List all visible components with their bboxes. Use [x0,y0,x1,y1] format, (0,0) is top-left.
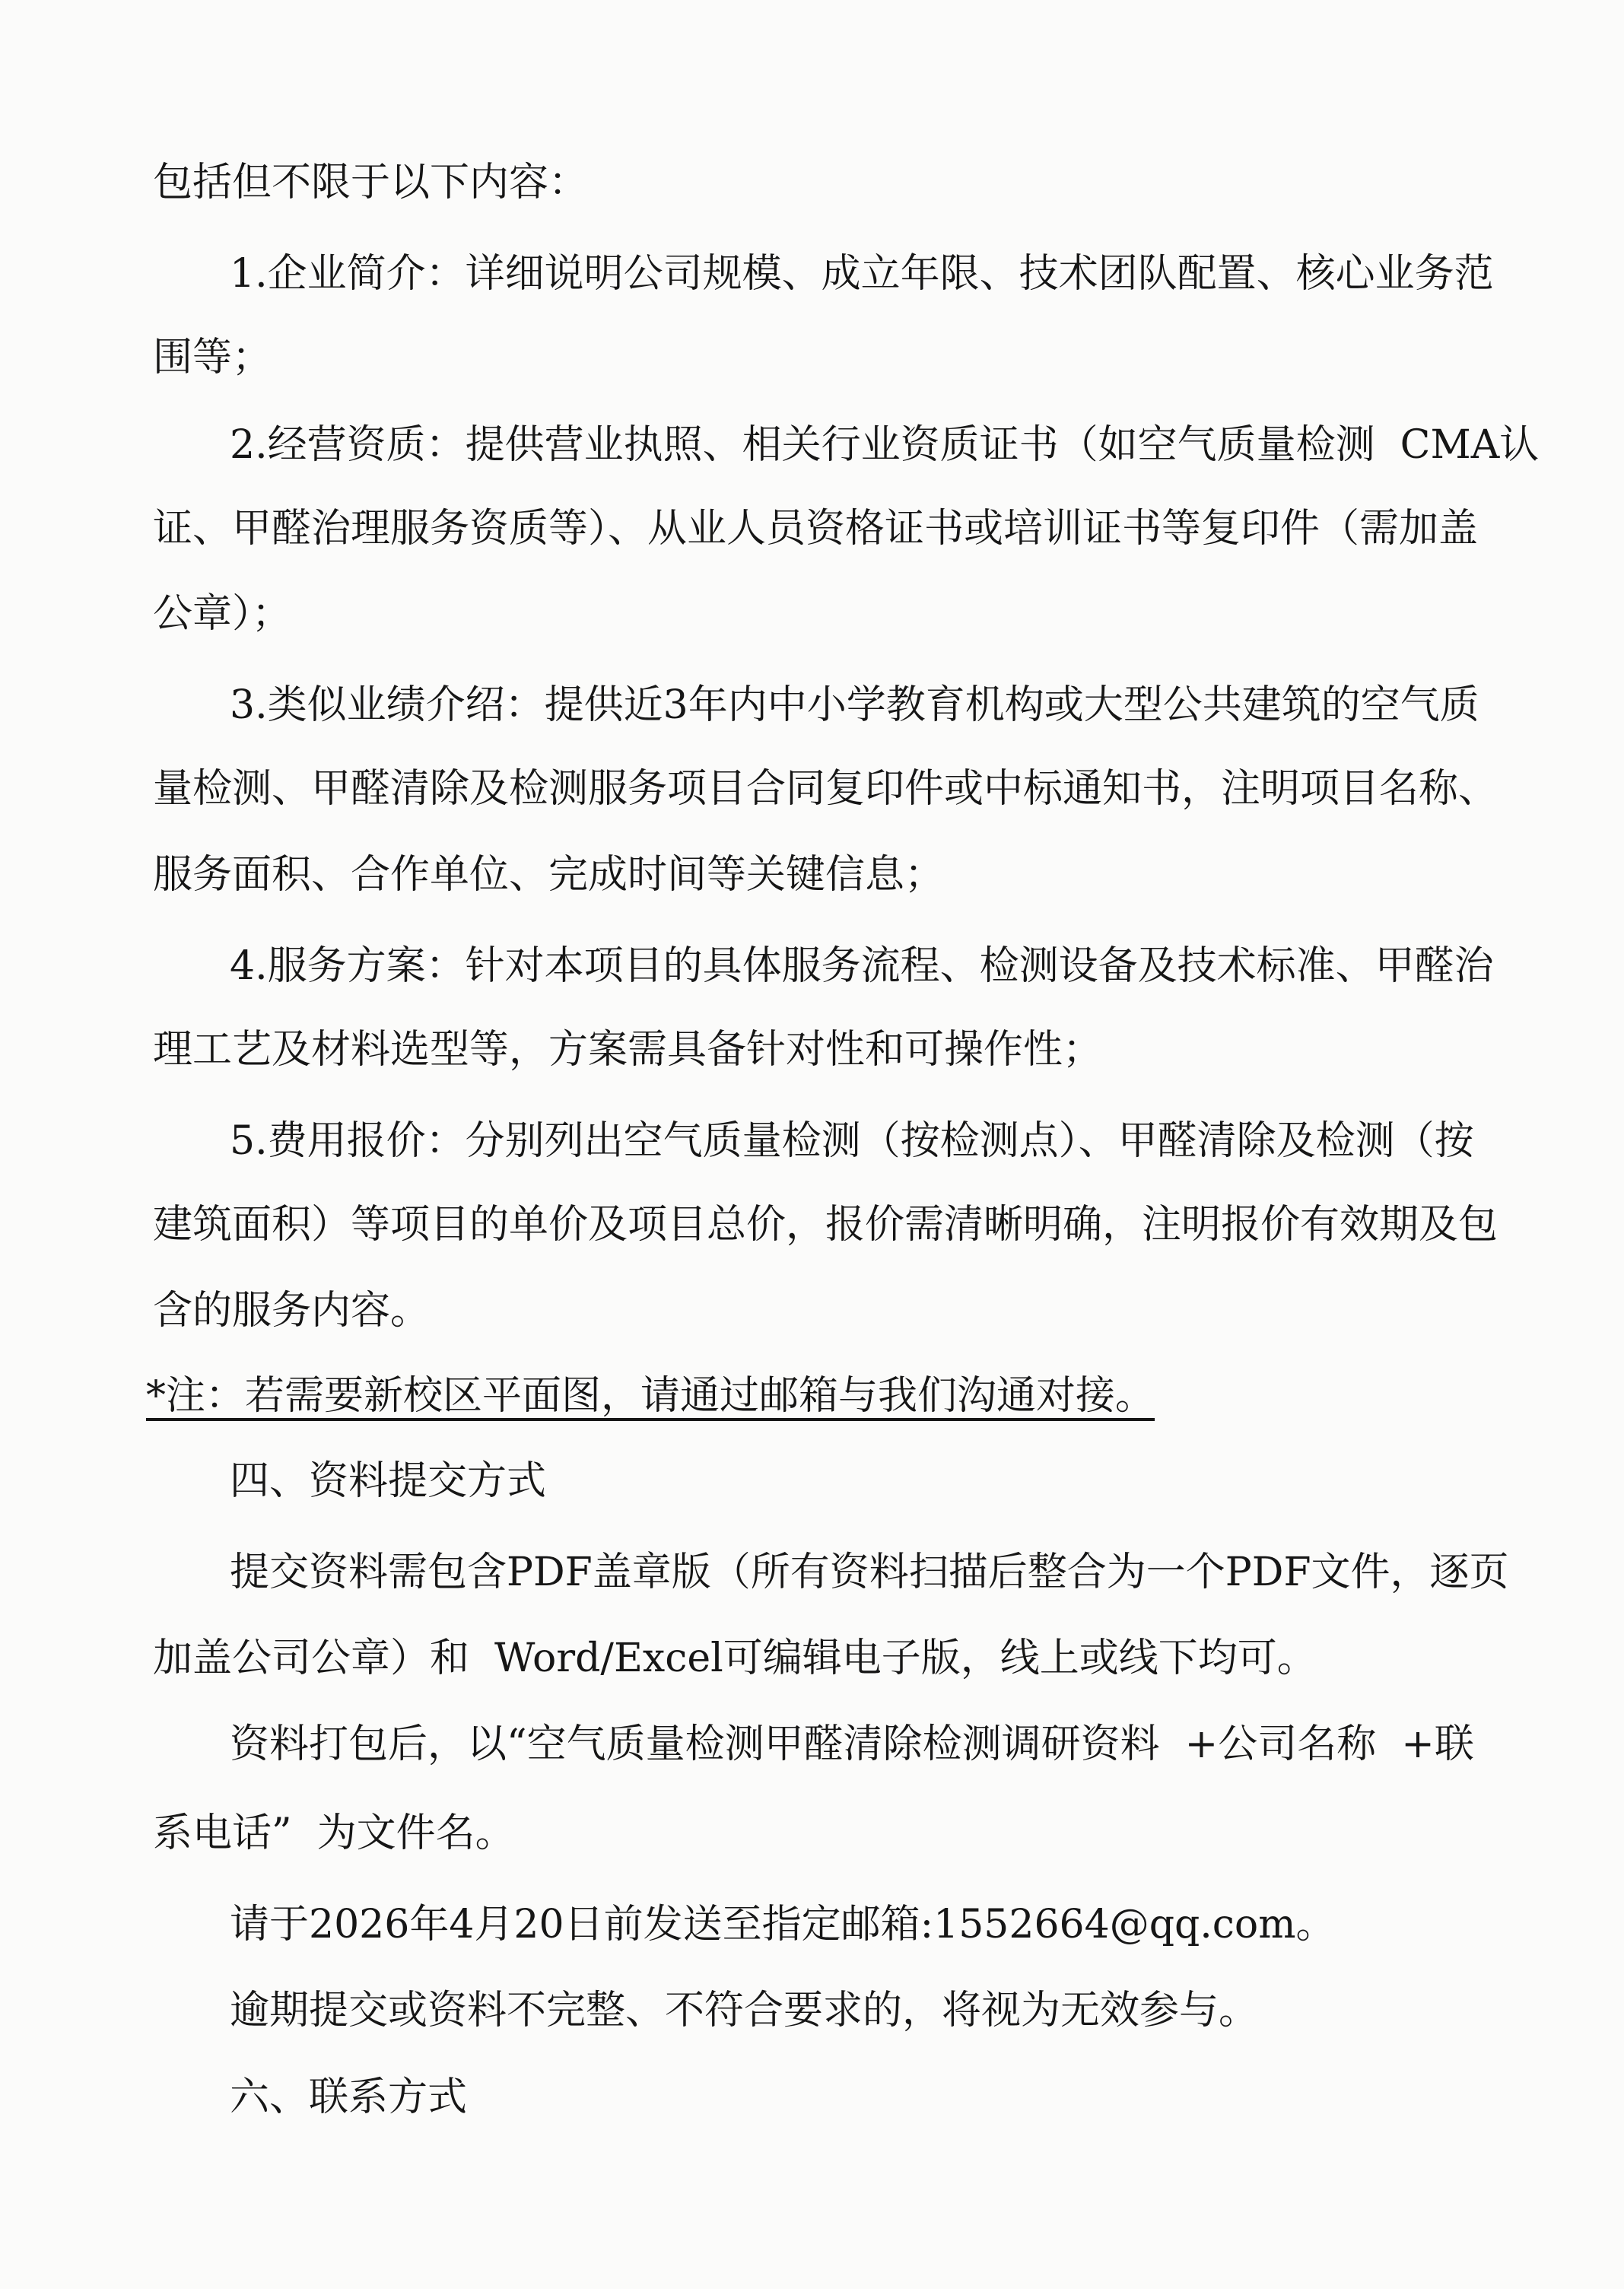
item-4-line-2: 理工艺及材料选型等，方案需具备针对性和可操作性； [153,1027,1103,1073]
item-2-line-2: 证、甲醛治理服务资质等）、从业人员资格证书或培训证书等复印件（需加盖 [153,506,1479,552]
item-1-line-2: 围等； [153,335,272,380]
submission-p2-line-2: 系电话” 为文件名。 [153,1811,515,1856]
item-5-line-3: 含的服务内容。 [153,1288,431,1334]
submission-p1-line-1: 提交资料需包含PDF盖章版（所有资料扫描后整合为一个PDF文件，逐页 [230,1550,1509,1595]
intro-text: 包括但不限于以下内容： [153,160,589,205]
submission-deadline: 请于2026年4月20日前发送至指定邮箱:1552664@qq.com。 [230,1902,1336,1947]
section-6-heading: 六、联系方式 [230,2074,468,2120]
submission-p2-line-1: 资料打包后，以“空气质量检测甲醛清除检测调研资料 +公司名称 +联 [230,1722,1474,1767]
item-3-line-2: 量检测、甲醛清除及检测服务项目合同复印件或中标通知书，注明项目名称、 [153,766,1498,812]
item-2-line-3: 公章）； [153,591,292,637]
item-2-line-1: 2.经营资质：提供营业执照、相关行业资质证书（如空气质量检测 CMA认 [230,422,1540,468]
note-text: *注：若需要新校区平面图，请通过邮箱与我们沟通对接。 [146,1373,1155,1419]
section-4-heading: 四、资料提交方式 [230,1458,547,1504]
item-4-line-1: 4.服务方案：针对本项目的具体服务流程、检测设备及技术标准、甲醛治 [230,943,1494,989]
submission-p1-line-2: 加盖公司公章）和 Word/Excel可编辑电子版，线上或线下均可。 [153,1636,1317,1681]
item-3-line-3: 服务面积、合作单位、完成时间等关键信息； [153,852,945,898]
item-5-line-1: 5.费用报价：分别列出空气质量检测（按检测点）、甲醛清除及检测（按 [230,1118,1474,1164]
item-1-line-1: 1.企业简介：详细说明公司规模、成立年限、技术团队配置、核心业务范 [230,251,1494,297]
submission-late-notice: 逾期提交或资料不完整、不符合要求的，将视为无效参与。 [230,1988,1259,2033]
item-3-line-1: 3.类似业绩介绍：提供近3年内中小学教育机构或大型公共建筑的空气质 [230,682,1479,728]
item-5-line-2: 建筑面积）等项目的单价及项目总价，报价需清晰明确，注明报价有效期及包 [153,1202,1498,1248]
